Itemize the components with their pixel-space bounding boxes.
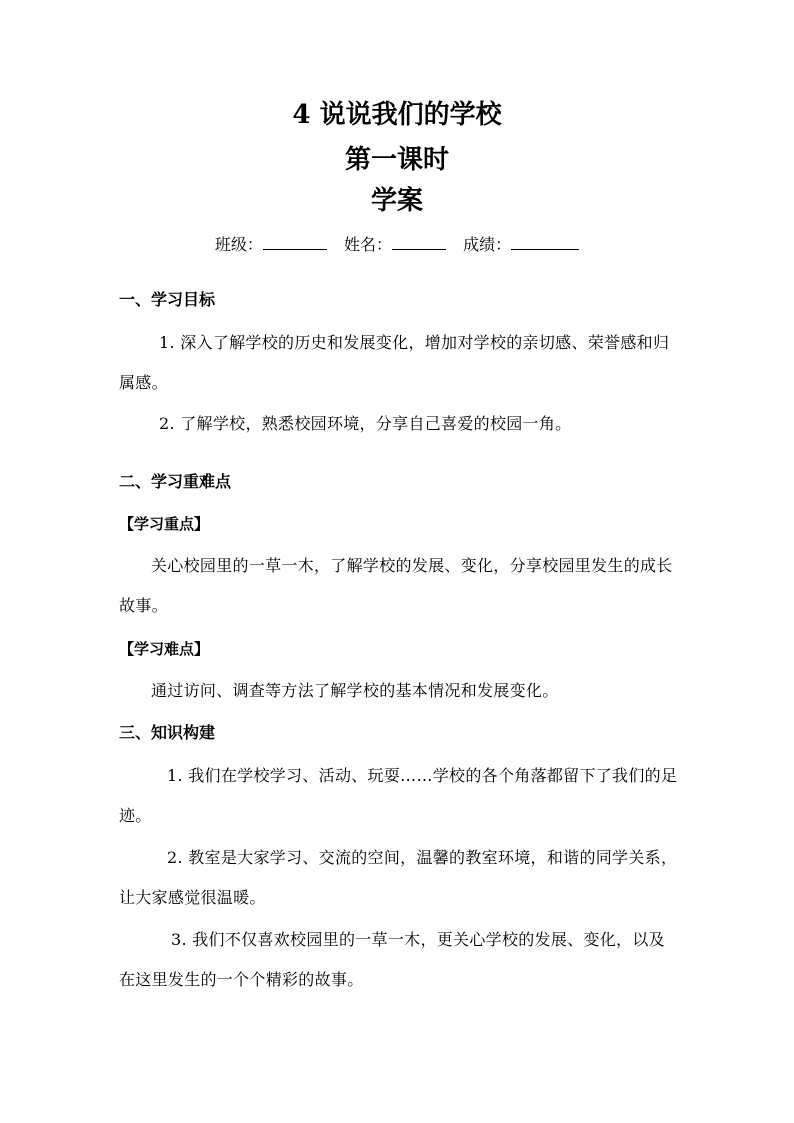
document-type-title: 学案	[370, 186, 423, 216]
goal-item-2: 2. 了解学校，熟悉校园环境，分享自己喜爱的校园一角。	[159, 414, 572, 433]
lesson-subtitle: 第一课时	[344, 145, 449, 175]
key-point-label: 【学习重点】	[119, 515, 210, 533]
score-blank[interactable]	[511, 231, 579, 250]
knowledge-item-3: 3. 我们不仅喜欢校园里的一草一木，更关心学校的发展、变化，以及在这里发生的一个个精彩的故事。	[119, 930, 665, 989]
key-point-text: 关心校园里的一草一木，了解学校的发展、变化，分享校园里发生的成长故事。	[119, 556, 673, 615]
name-blank[interactable]	[392, 231, 446, 250]
goal-item-1: 1. 深入了解学校的历史和发展变化，增加对学校的亲切感、荣誉感和归属感。	[119, 333, 670, 392]
knowledge-item-1: 1. 我们在学校学习、活动、玩耍……学校的各个角落都留下了我们的足迹。	[119, 766, 678, 825]
section-heading-key-points: 二、学习重难点	[119, 472, 232, 491]
difficult-point-label: 【学习难点】	[119, 640, 210, 658]
lesson-title: 4 说说我们的学校	[292, 100, 502, 130]
knowledge-item-2: 2. 教室是大家学习、交流的空间，温馨的教室环境，和谐的同学关系，让大家感觉很温暖。	[119, 848, 678, 907]
class-label: 班级：	[214, 235, 263, 254]
section-heading-knowledge: 三、知识构建	[119, 723, 216, 742]
section-heading-goals: 一、学习目标	[119, 290, 216, 309]
class-blank[interactable]	[263, 231, 327, 250]
difficult-point-text: 通过访问、调查等方法了解学校的基本情况和发展变化。	[151, 681, 559, 700]
name-label: 姓名：	[343, 235, 392, 254]
student-info-line	[0, 231, 794, 257]
score-label: 成绩：	[463, 235, 512, 254]
